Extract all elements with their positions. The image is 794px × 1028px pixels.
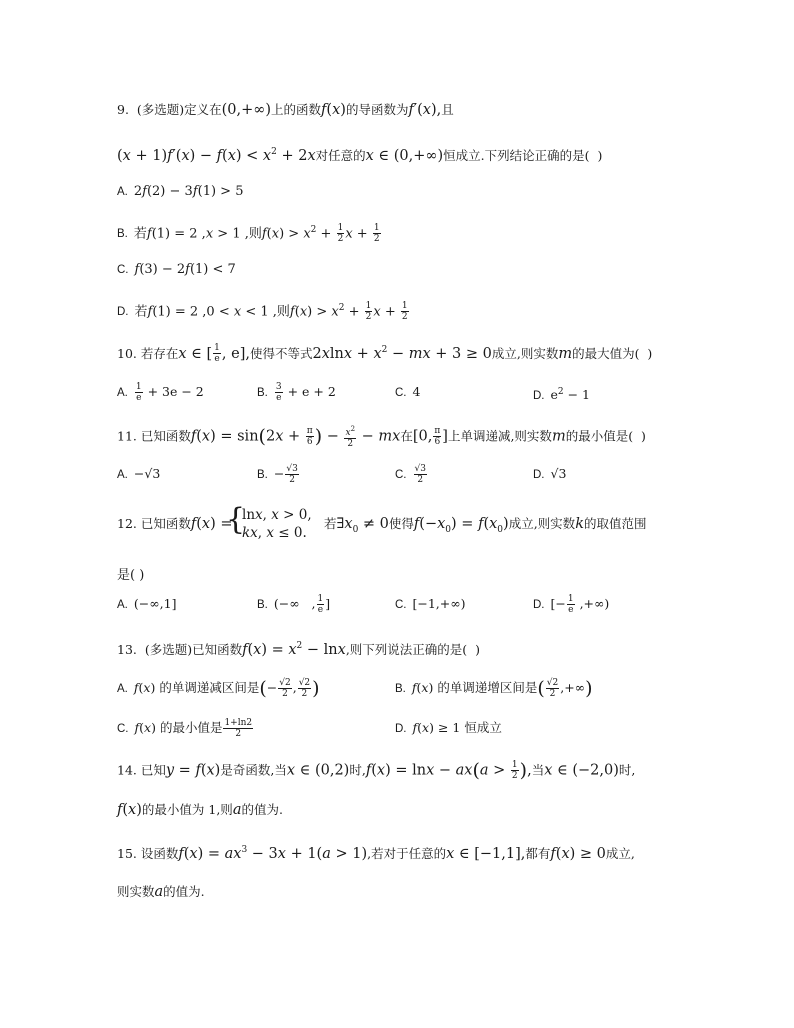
- q13-option-b: B. f(x) 的单调递增区间是( $\frac{√2}{2}$ ,+∞): [395, 677, 593, 700]
- q9-option-a: A. 2f(2) − 3f(1) > 5: [117, 184, 244, 199]
- q12-stem-line2: 是( ): [117, 568, 145, 583]
- q9-option-d: D. 若f(1) = 2 ,0 < x < 1 ,则$f(x) > x^2$ + $\frac{1}{2}$ x + $\frac{1}{2}$: [117, 301, 408, 323]
- q15-stem-line2: 则实数a的值为.: [117, 884, 205, 900]
- q9-option-b: B. 若f(1) = 2 ,x > 1 ,则$f(x) > x^2$ + $\frac{1}{2}$ x + $\frac{1}{2}$: [117, 223, 380, 245]
- q13-stem: 13. (多选题)已知函数$f(x) = x^2 - \ln x$,则下列说法正确的是( ): [117, 641, 480, 658]
- q13-option-d: D. f(x) ≥ 1 恒成立: [395, 720, 502, 735]
- q14-stem-line2: f(x)的最小值为 1,则a的值为.: [117, 802, 283, 818]
- q10-stem: 10. 若存在x ∈ [ $\frac{1}{e}$ , e],使得不等式$2xlnx + x^2$ − mx + 3 ≥ 0成立,则实数m的最大值为( ): [117, 343, 653, 365]
- q9-stem-line1: 9. (多选题)定义在(0,+∞)上的函数f(x)的导函数为f′(x),且: [117, 102, 454, 118]
- q12-option-c: C. [−1,+∞): [395, 596, 466, 611]
- q11-option-c: C. $\frac{√3}{2}$: [395, 464, 426, 485]
- q12-piece-1: lnx, x > 0,: [242, 507, 312, 523]
- q10-option-d: D. $e^2 - 1$: [533, 387, 591, 403]
- q12-stem-tail: 若$\exists x_0 \ne 0$使得$f(-x_0) = f(x_0)$成立,则实数k的取值范围: [324, 516, 647, 535]
- q14-stem-line1: 14. 已知y = f(x)是奇函数,当x ∈ (0,2)时,f(x) = lnx − ax(a > $\frac{1}{2}$ ),当x ∈ (−2,0)时,: [117, 759, 636, 782]
- q12-option-d: D. [− $\frac{1}{e}$ ,+∞): [533, 594, 610, 615]
- q9-option-c: C. f(3) − 2f(1) < 7: [117, 262, 236, 277]
- q12-option-a: A. (−∞,1]: [117, 596, 177, 611]
- q13-option-c: C. f(x) 的最小值是 $\frac{1+\ln 2}{2}$: [117, 718, 253, 739]
- q9-stem-line2: $(x + 1)f'(x) - f(x) < x^2 + 2x$对任意的x ∈ (0,+∞)恒成立.下列结论正确的是( ): [117, 147, 603, 164]
- q12-piece-2: kx, x ≤ 0.: [242, 525, 307, 541]
- q13-option-a: A. f(x) 的单调递减区间是(− $\frac{√2}{2}$ , $\frac{√2}{2}$ ): [117, 677, 320, 700]
- q11-option-b: B. − $\frac{√3}{2}$: [257, 464, 298, 485]
- q11-option-a: A. −√3: [117, 466, 161, 481]
- q10-option-b: B. $\frac{3}{e}$ + e + 2: [257, 382, 336, 403]
- q11-option-d: D. √3: [533, 466, 567, 481]
- q12-brace: {: [226, 502, 246, 537]
- q12-stem-lead: 12. 已知函数f(x) =: [117, 516, 233, 532]
- q15-stem-line1: 15. 设函数$f(x) = ax^3 - 3x + 1(a > 1)$,若对于任意的x ∈ [−1,1],都有f(x) ≥ 0成立,: [117, 845, 635, 862]
- q10-option-a: A. $\frac{1}{e}$ + 3e − 2: [117, 382, 204, 403]
- q11-stem: 11. 已知函数f(x) = sin(2x + $\frac{\pi}{6}$ ) − $\frac{x^2}{2}$ − mx在[0, $\frac{\pi}{6}$ ]上单调递减,则实数m的最小值是( ): [117, 425, 646, 449]
- q12-option-b: B. (−∞ , $\frac{1}{e}$ ]: [257, 594, 331, 615]
- q10-option-c: C. 4: [395, 384, 421, 399]
